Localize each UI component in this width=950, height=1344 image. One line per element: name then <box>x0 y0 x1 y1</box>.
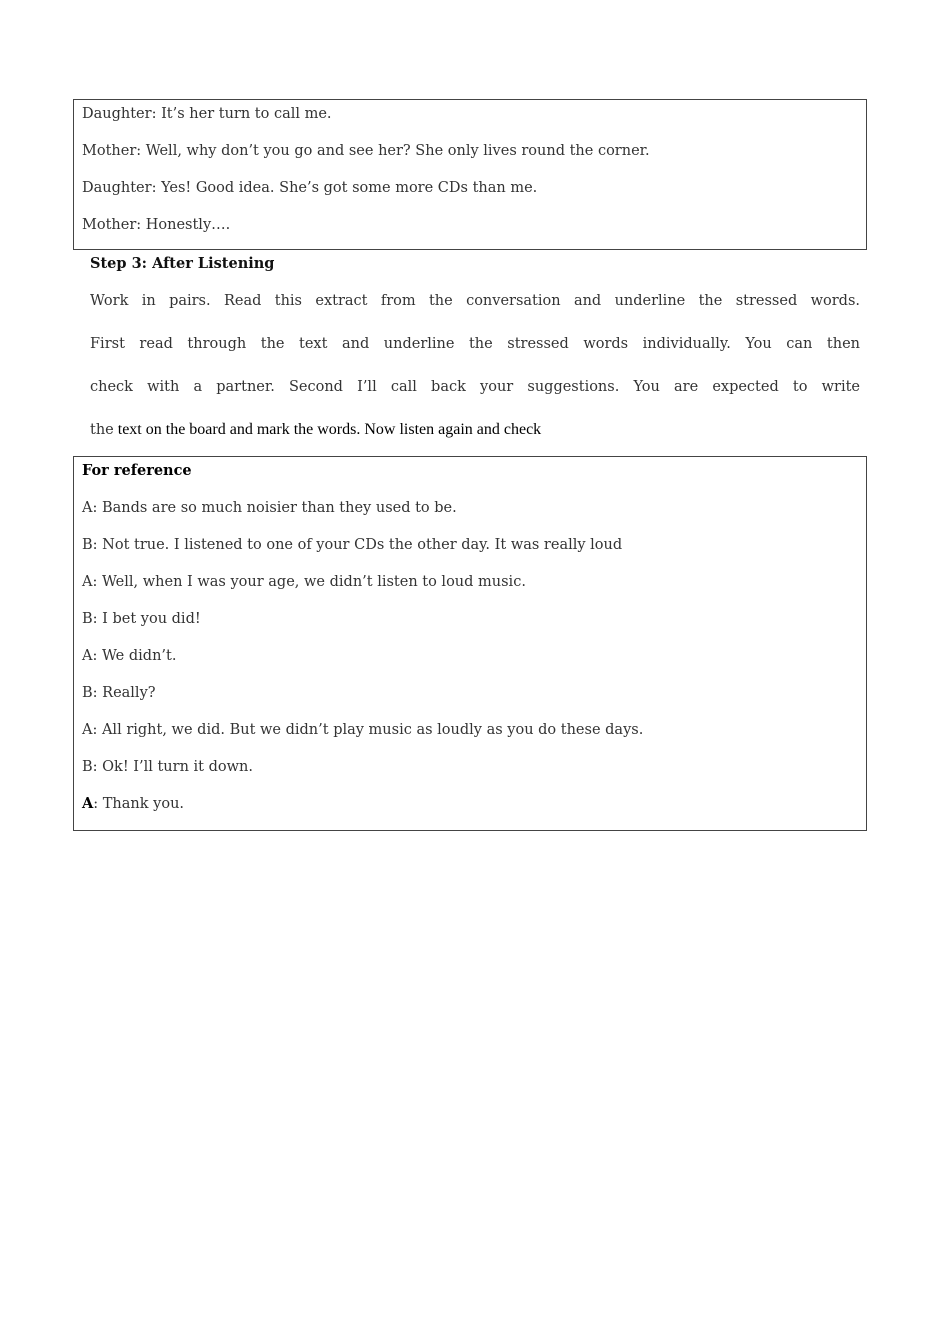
reference-line <box>82 795 184 813</box>
instruction-line: Work in pairs. Read this extract from the conversation and underline the stressed words. <box>90 293 860 309</box>
dialogue-line: Mother: Honestly…. <box>82 217 231 233</box>
reference-line: A: All right, we did. But we didn’t play music as loudly as you do these days. <box>82 722 644 738</box>
instruction-text: text on the board and mark the words. Now listen again and check <box>113 421 542 438</box>
reference-line-text: : Thank you. <box>93 796 185 812</box>
reference-line: A: Bands are so much noisier than they used to be. <box>82 500 457 516</box>
reference-heading: For reference <box>82 462 192 479</box>
reference-line: B: I bet you did! <box>82 611 201 627</box>
dialogue-line: Daughter: Yes! Good idea. She’s got some more CDs than me. <box>82 180 538 196</box>
step-heading: Step 3: After Listening <box>90 255 275 272</box>
reference-line: B: Really? <box>82 685 156 701</box>
speaker-label: A <box>82 795 94 812</box>
instruction-line <box>90 421 860 439</box>
instruction-word: the <box>90 422 114 438</box>
reference-box <box>73 456 867 831</box>
dialogue-line: Daughter: It’s her turn to call me. <box>82 106 332 122</box>
dialogue-box <box>73 99 867 250</box>
reference-line: A: Well, when I was your age, we didn’t listen to loud music. <box>82 574 526 590</box>
reference-line: B: Ok! I’ll turn it down. <box>82 759 253 775</box>
reference-line: A: We didn’t. <box>82 648 177 664</box>
instruction-line: First read through the text and underline the stressed words individually. You can then <box>90 336 860 352</box>
instruction-line: check with a partner. Second I’ll call back your suggestions. You are expected to write <box>90 379 860 395</box>
reference-line: B: Not true. I listened to one of your CDs the other day. It was really loud <box>82 537 623 553</box>
dialogue-line: Mother: Well, why don’t you go and see her? She only lives round the corner. <box>82 143 650 159</box>
